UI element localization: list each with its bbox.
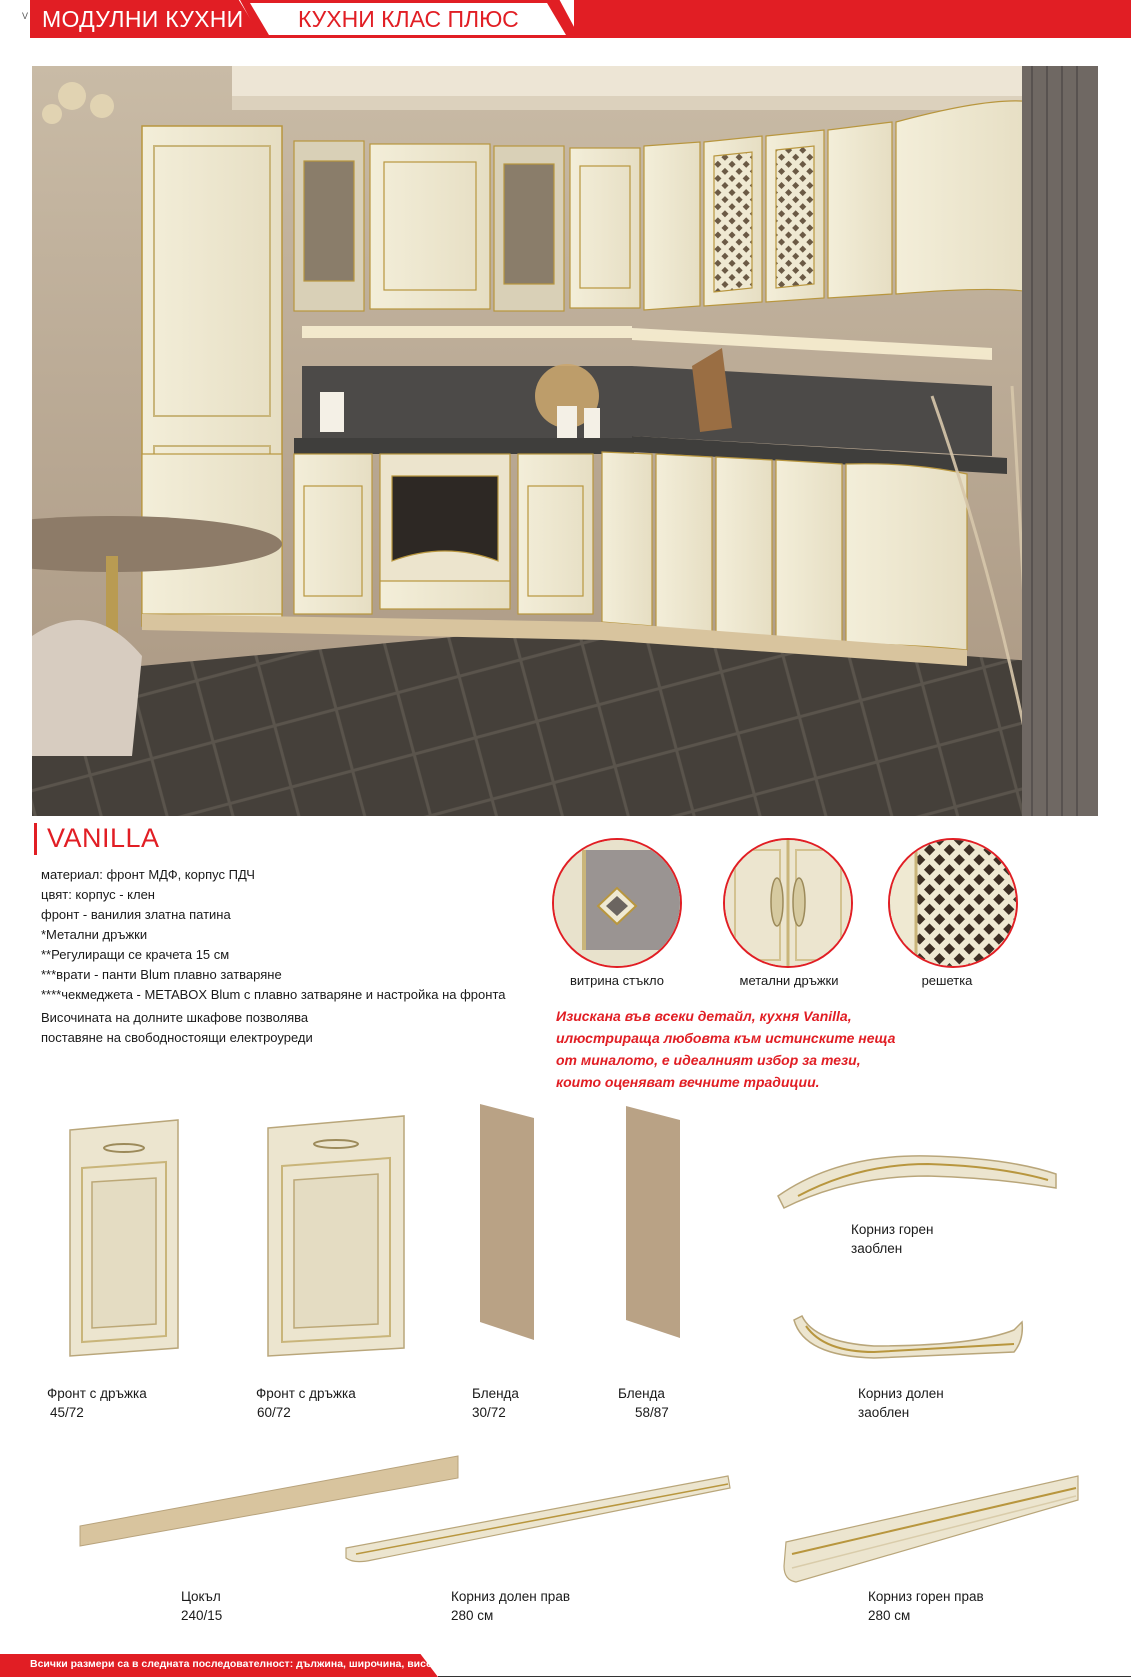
product-title: VANILLA (47, 823, 160, 853)
front-60-label (256, 1384, 356, 1422)
product-title-frame (34, 823, 160, 855)
cornice-bottom-straight-size: 280 см (451, 1608, 494, 1623)
front-45-image (70, 1120, 182, 1360)
footer-dimensions-note: Всички размери са в следната последователност: дължина, широчина, височина (30, 1658, 457, 1670)
spec-drawers: ****чекмеджета - METABOX Blum с плавно затваряне и настройка на фронта (41, 987, 506, 1002)
quote-line-3: от миналото, е идеалният избор за тези, (556, 1052, 861, 1068)
category-title: МОДУЛНИ КУХНИ (42, 6, 244, 32)
lattice-detail-icon (888, 838, 1018, 968)
cornice-bottom-straight-label (451, 1587, 570, 1625)
cornice-top-straight-label (868, 1587, 984, 1625)
plinth-name: Цокъл (181, 1589, 221, 1604)
glass-diamond-detail-icon (552, 838, 682, 968)
margin-mark: V (22, 11, 29, 21)
front-45-size: 45/72 (50, 1405, 84, 1420)
cornice-top-straight-image (782, 1476, 1082, 1586)
spec-list (41, 865, 505, 1005)
cornice-bottom-curved-name: Корниз долен (858, 1386, 944, 1401)
front-60-image (268, 1116, 408, 1362)
blenda-58-name: Бленда (618, 1386, 665, 1401)
cornice-bottom-curved-image (794, 1316, 1022, 1358)
cornice-bottom-curved-label (858, 1384, 944, 1422)
front-45-name: Фронт с дръжка (47, 1386, 147, 1401)
cornice-bottom-straight-name: Корниз долен прав (451, 1589, 570, 1604)
spec-front: фронт - ванилия златна патина (41, 907, 231, 922)
cornice-top-curved-image (778, 1152, 1058, 1208)
spec-color: цвят: корпус - клен (41, 887, 155, 902)
cornice-bottom-curved-size: заоблен (858, 1405, 910, 1420)
cornice-top-straight-size: 280 см (868, 1608, 911, 1623)
metal-handles-detail-icon (723, 838, 853, 968)
height-note (41, 1008, 313, 1048)
spec-hinges: ***врати - панти Blum плавно затваряне (41, 967, 282, 982)
handles-detail-label: метални дръжки (739, 973, 839, 988)
product-quote (556, 1005, 895, 1093)
plinth-size: 240/15 (181, 1608, 223, 1623)
front-60-name: Фронт с дръжка (256, 1386, 356, 1401)
kitchen-hero-image (32, 66, 1098, 816)
front-60-size: 60/72 (257, 1405, 291, 1420)
height-note-line-1: Височината на долните шкафове позволява (41, 1010, 309, 1025)
blenda-30-label (472, 1384, 519, 1422)
blenda-30-image (480, 1104, 536, 1340)
blenda-58-label (618, 1384, 669, 1422)
lattice-detail-label: решетка (921, 973, 973, 988)
subcategory-title: КУХНИ КЛАС ПЛЮС (298, 6, 519, 32)
cornice-bottom-straight-image (342, 1474, 732, 1566)
cornice-top-curved-size: заоблен (851, 1241, 903, 1256)
height-note-line-2: поставяне на свободностоящи електроуреди (41, 1030, 313, 1045)
blenda-30-size: 30/72 (472, 1405, 506, 1420)
cornice-top-straight-name: Корниз горен прав (868, 1589, 984, 1604)
quote-line-1: Изискана във всеки детайл, кухня Vanilla, (556, 1008, 852, 1024)
blenda-58-size: 58/87 (635, 1405, 669, 1420)
header-stripe (574, 0, 1131, 38)
spec-handles: *Метални дръжки (41, 927, 148, 942)
cornice-top-curved-name: Корниз горен (851, 1222, 934, 1237)
cornice-top-curved-label (851, 1220, 933, 1258)
quote-line-4: които оценяват вечните традиции. (556, 1074, 820, 1090)
plinth-label (181, 1587, 222, 1625)
blenda-30-name: Бленда (472, 1386, 519, 1401)
blenda-58-image (626, 1106, 682, 1338)
spec-material: материал: фронт МДФ, корпус ПДЧ (41, 867, 255, 882)
quote-line-2: илюстрираща любовта към истинските неща (556, 1030, 896, 1046)
front-45-label (47, 1384, 147, 1422)
spec-legs: **Регулиращи се крачета 15 см (41, 947, 230, 962)
glass-detail-label: витрина стъкло (569, 973, 664, 988)
